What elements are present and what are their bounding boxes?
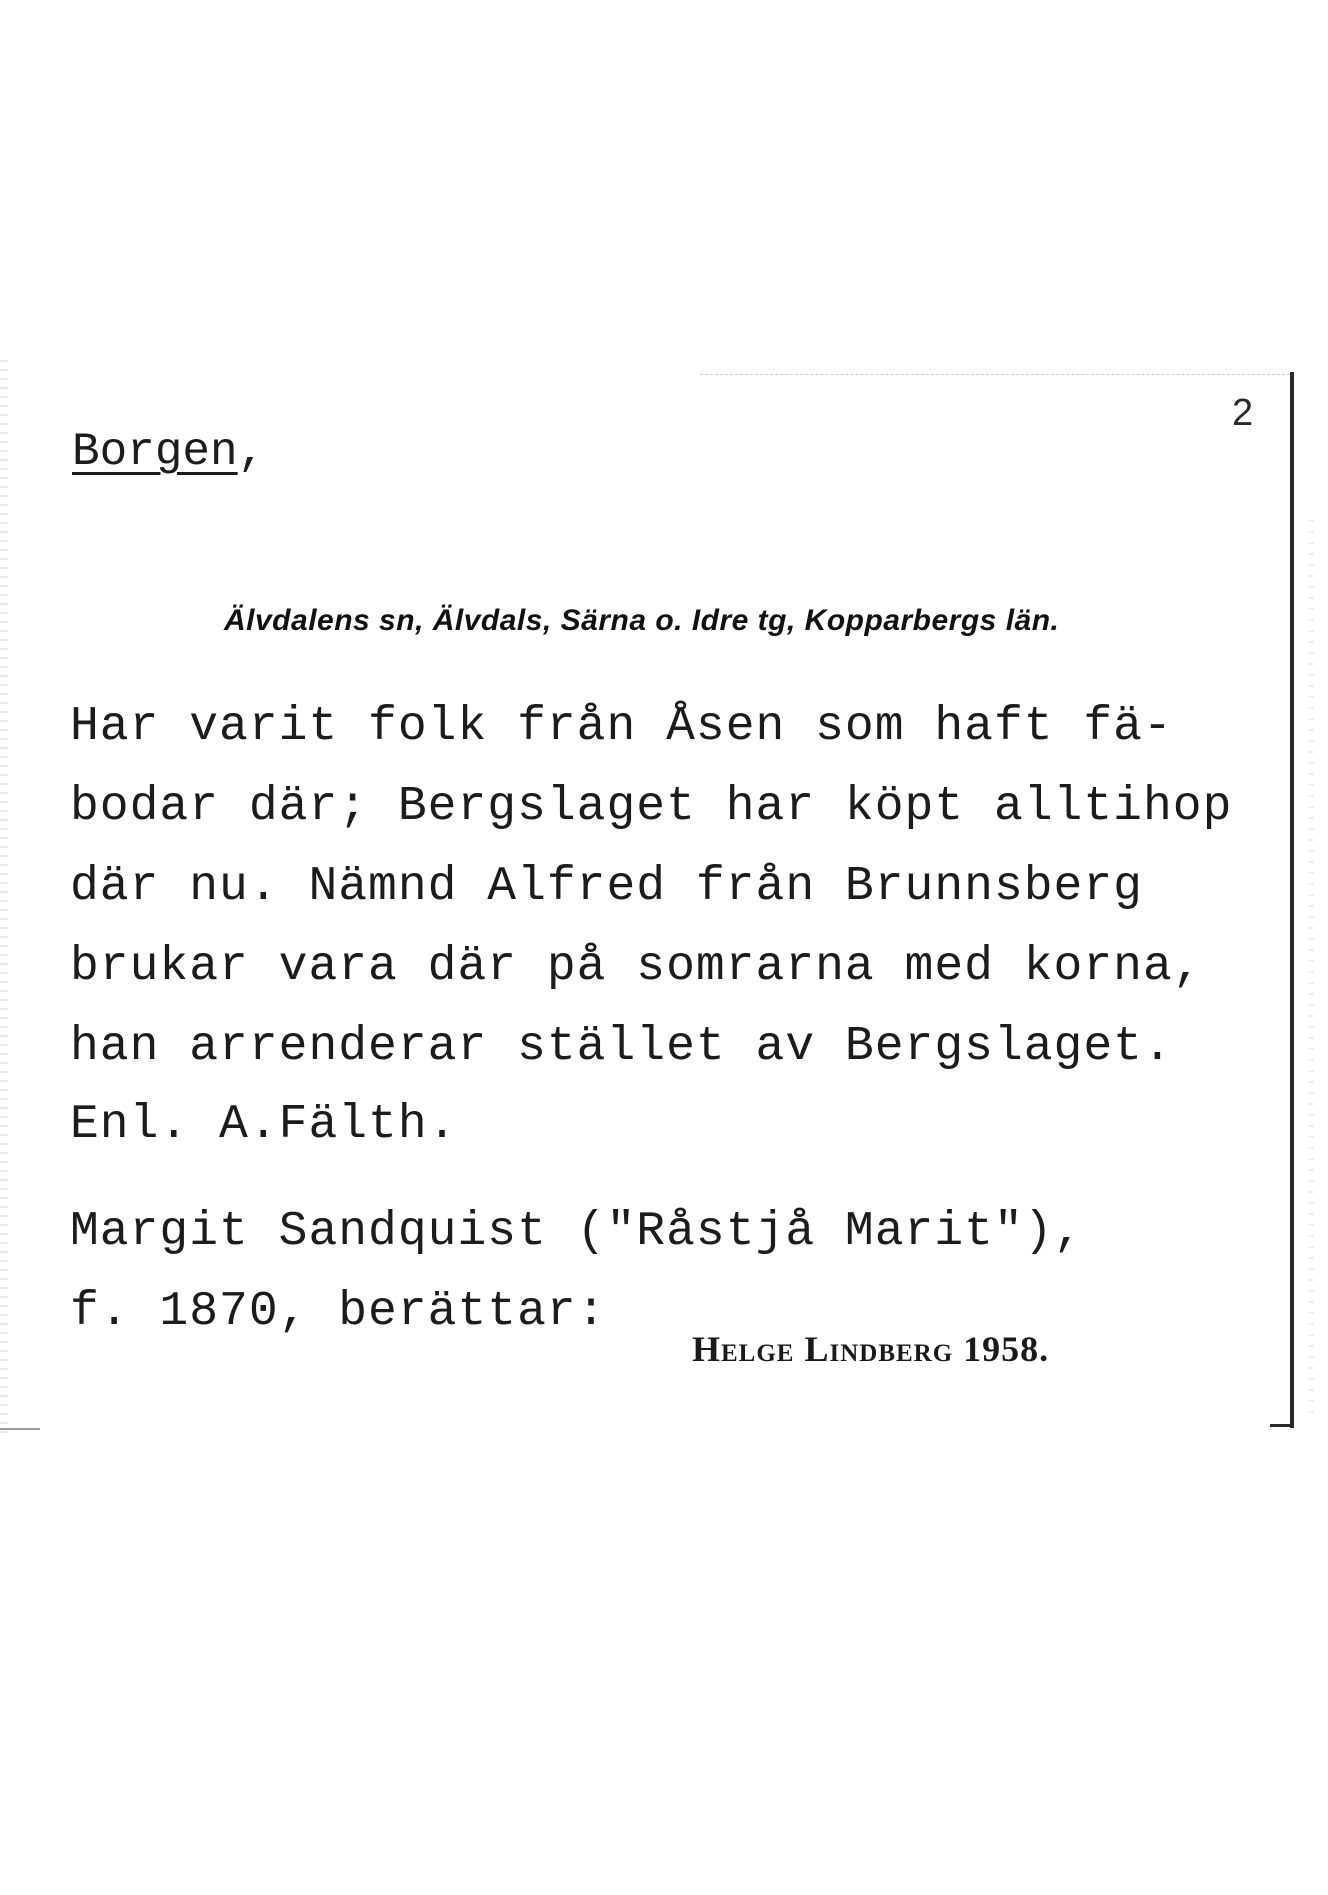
scan-edge-left — [0, 360, 8, 1440]
card-bottom-right-corner — [1270, 1424, 1294, 1427]
place-name-comma: , — [237, 426, 266, 478]
informant-line: Margit Sandquist ("Råstjå Marit"), — [70, 1205, 1084, 1259]
card-right-edge — [1290, 372, 1294, 1428]
collector-stamp: Helge Lindberg 1958. — [692, 1329, 1050, 1369]
body-text-line: brukar vara där på somrarna med korna, — [70, 940, 1203, 994]
scan-edge-right — [1308, 520, 1314, 1420]
body-text-line: bodar där; Bergslaget har köpt alltihop — [70, 780, 1233, 834]
parish-stamp: Älvdalens sn, Älvdals, Särna o. Idre tg, Kopparbergs län. — [224, 604, 1060, 637]
place-name-heading — [72, 426, 265, 478]
body-text-line: han arrenderar stället av Bergslaget. — [70, 1020, 1173, 1074]
informant-birth-line: f. 1870, berättar: — [70, 1285, 607, 1339]
card-number: 2 — [1232, 392, 1254, 434]
body-text-line: där nu. Nämnd Alfred från Brunnsberg — [70, 860, 1143, 914]
card-top-edge — [700, 374, 1290, 375]
body-text-line: Har varit folk från Åsen som haft fä- — [70, 700, 1173, 754]
place-name: Borgen — [72, 426, 238, 478]
source-note: Enl. A.Fälth. — [70, 1098, 458, 1152]
card-bottom-left-edge — [0, 1428, 40, 1430]
